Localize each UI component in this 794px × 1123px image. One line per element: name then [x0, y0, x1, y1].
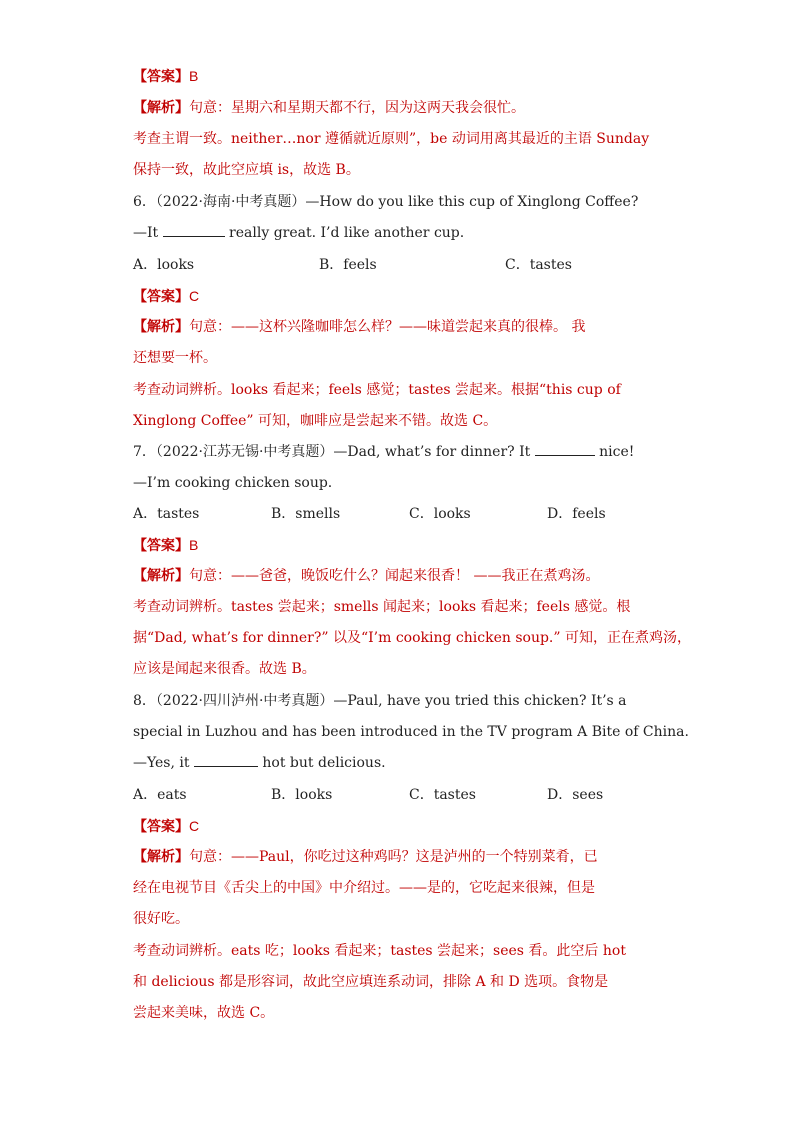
option-a: A．looks	[133, 257, 195, 273]
q7-prompt: —I’m cooking chicken soup.	[133, 475, 333, 491]
answer-blank	[163, 223, 225, 237]
q8-note-line: 尝起来美味，故选 C。	[133, 1005, 275, 1021]
q6-analysis-cont: 还想要一杯。	[133, 350, 217, 366]
q5-note-line: 考查主谓一致。neither…nor 遵循就近原则”，be 动词用离其最近的主语 Sunday	[133, 131, 650, 147]
q8-note-line: 和 delicious 都是形容词，故此空应填连系动词，排除 A 和 D 选项。食物是	[133, 974, 609, 990]
q8-note-line: 考查动词辨析。eats 吃；looks 看起来；tastes 尝起来；sees 看。此空后 hot	[133, 943, 626, 959]
analysis-text: 句意：星期六和星期天都不行，因为这两天我会很忙。	[189, 100, 525, 116]
answer-tag: 【答案】	[133, 538, 189, 554]
analysis-text: 句意：——这杯兴隆咖啡怎么样？——味道尝起来真的很棒。 我	[189, 319, 586, 335]
prompt-text: hot but delicious.	[257, 755, 386, 771]
q6-note-line: 考查动词辨析。looks 看起来；feels 感觉；tastes 尝起来。根据“this cup of	[133, 382, 621, 398]
prompt-text: —It	[133, 225, 163, 241]
answer-tag: 【答案】	[133, 819, 189, 835]
q8-prompt-blank-line	[133, 753, 663, 773]
option-d: D．feels	[547, 506, 606, 522]
option-b: B．looks	[271, 787, 333, 803]
option-a: A．eats	[133, 787, 187, 803]
q7-answer-line	[133, 535, 663, 556]
analysis-tag: 【解析】	[133, 849, 189, 865]
option-c: C．tastes	[505, 257, 572, 273]
answer-value: C	[189, 288, 200, 304]
option-c: C．tastes	[409, 787, 476, 803]
analysis-tag: 【解析】	[133, 319, 189, 335]
q7-prompt-blank-line	[133, 442, 663, 462]
analysis-tag: 【解析】	[133, 568, 189, 584]
answer-tag: 【答案】	[133, 69, 189, 85]
q8-answer-line	[133, 816, 663, 837]
option-c: C．looks	[409, 506, 471, 522]
prompt-text: really great. I’d like another cup.	[224, 225, 465, 241]
q7-options	[133, 504, 663, 524]
q8-prompt: 8．（2022·四川泸州·中考真题）—Paul, have you tried this chicken? It’s a	[133, 693, 627, 709]
q5-note-line: 保持一致，故此空应填 is，故选 B。	[133, 162, 360, 178]
q8-analysis-cont: 经在电视节目《舌尖上的中国》中介绍过。——是的，它吃起来很辣，但是	[133, 880, 595, 896]
answer-value: B	[189, 537, 199, 553]
analysis-text: 句意：——Paul，你吃过这种鸡吗？这是泸州的一个特别菜肴，已	[189, 849, 598, 865]
analysis-tag: 【解析】	[133, 100, 189, 116]
answer-tag: 【答案】	[133, 289, 189, 305]
q7-note-line: 应该是闻起来很香。故选 B。	[133, 661, 316, 677]
q5-analysis-line	[133, 98, 663, 118]
q6-note-line: Xinglong Coffee” 可知，咖啡应是尝起来不错。故选 C。	[133, 413, 498, 429]
prompt-text: 7．（2022·江苏无锡·中考真题）—Dad, what’s for dinner? It	[133, 444, 535, 460]
prompt-text: —Yes, it	[133, 755, 194, 771]
answer-blank	[194, 753, 258, 767]
answer-value: C	[189, 818, 200, 834]
prompt-text: nice!	[594, 444, 635, 460]
q5-answer-line	[133, 66, 663, 87]
option-b: B．smells	[271, 506, 341, 522]
q6-options	[133, 255, 663, 275]
q6-prompt-blank-line	[133, 223, 663, 243]
analysis-text: 句意：——爸爸，晚饭吃什么？闻起来很香！ ——我正在煮鸡汤。	[189, 568, 600, 584]
answer-value: B	[189, 68, 199, 84]
option-d: D．sees	[547, 787, 604, 803]
q7-note-line: 考查动词辨析。tastes 尝起来；smells 闻起来；looks 看起来；feels 感觉。根	[133, 599, 631, 615]
q7-analysis-line	[133, 566, 663, 586]
q6-answer-line	[133, 286, 663, 307]
q6-analysis-line	[133, 317, 663, 337]
option-a: A．tastes	[133, 506, 200, 522]
q8-analysis-cont: 很好吃。	[133, 911, 189, 927]
q8-options	[133, 785, 663, 805]
answer-blank	[535, 442, 595, 456]
q8-prompt: special in Luzhou and has been introduced in the TV program A Bite of China.	[133, 724, 689, 740]
option-b: B．feels	[319, 257, 377, 273]
q7-note-line: 据“Dad, what’s for dinner?” 以及“I’m cooking chicken soup.” 可知，正在煮鸡汤，	[133, 630, 691, 646]
q8-analysis-line	[133, 847, 663, 867]
q6-prompt: 6．（2022·海南·中考真题）—How do you like this cup of Xinglong Coffee?	[133, 194, 639, 210]
